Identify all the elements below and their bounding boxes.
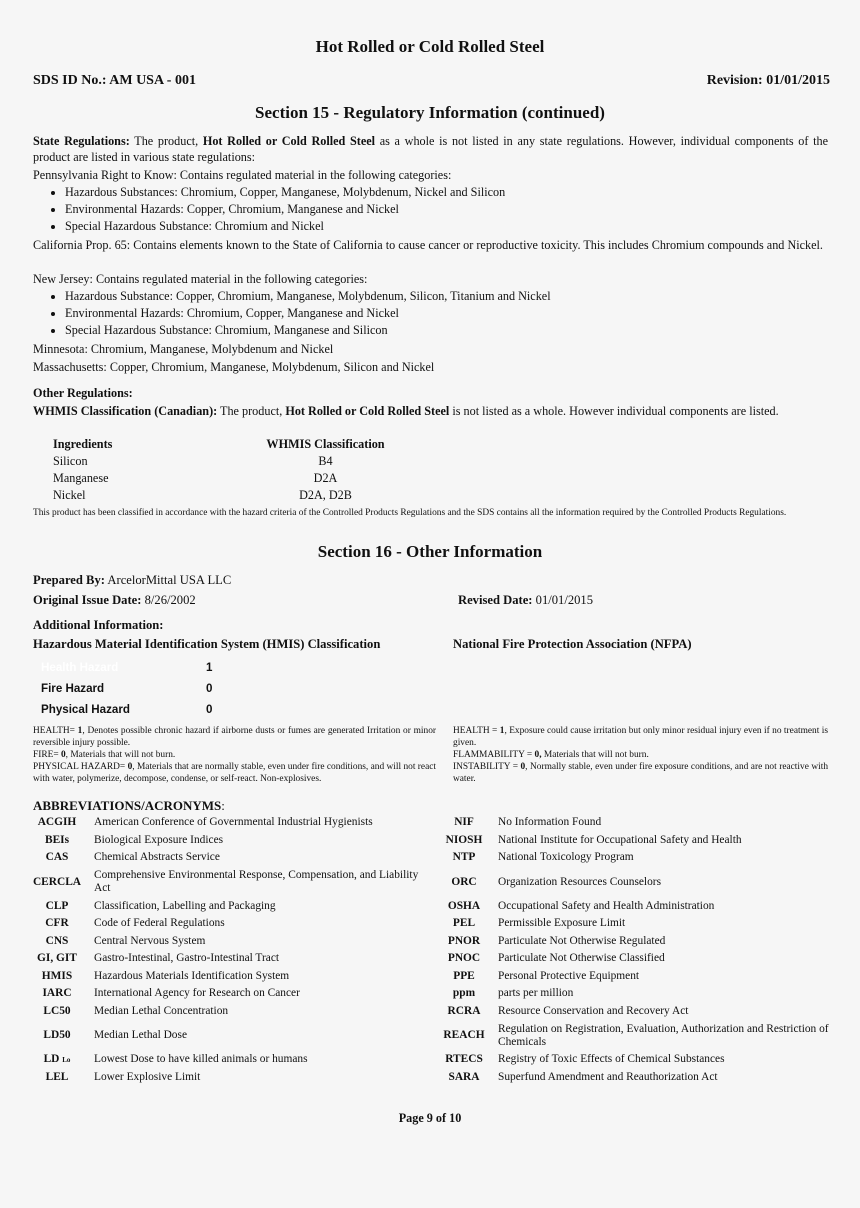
abbr-row xyxy=(438,1051,830,1069)
hmis-physical-label: Physical Hazard xyxy=(41,703,130,716)
abbr-row xyxy=(438,832,830,850)
hmis-notes xyxy=(33,725,436,785)
whmis-note: This product has been classified in accordance with the hazard criteria of the Controlled Products Regulations and the SDS contains all the information required by the Controlled Products Regulations. xyxy=(33,508,787,518)
abbr-definition: National Institute for Occupational Safety and Health xyxy=(498,833,742,846)
revised-date-value: 01/01/2015 xyxy=(532,593,594,607)
abbr-code: SARA xyxy=(448,1070,480,1083)
abbr-code: ORC xyxy=(451,875,477,888)
abbr-row xyxy=(438,933,830,951)
list-item: • Environmental Hazards: Chromium, Copper, Manganese and Nickel xyxy=(65,305,828,322)
additional-info-label: Additional Information: xyxy=(33,618,164,632)
abbr-row xyxy=(28,814,430,832)
abbr-definition: Classification, Labelling and Packaging xyxy=(94,899,276,912)
whmis-paragraph: WHMIS Classification (Canadian): The product, Hot Rolled or Cold Rolled Steel is not listed as a whole. However individual components are listed. xyxy=(33,404,779,418)
nj-intro: New Jersey: Contains regulated material in the following categories: xyxy=(33,272,368,286)
revision-date: Revision: 01/01/2015 xyxy=(706,73,830,88)
table-cell: Silicon xyxy=(53,454,88,468)
abbr-definition: Chemical Abstracts Service xyxy=(94,851,220,864)
abbr-code: REACH xyxy=(443,1029,485,1041)
abbr-code: ppm xyxy=(452,987,476,1000)
nj-list xyxy=(33,288,828,339)
abbr-code: CFR xyxy=(45,917,69,930)
abbr-code: HMIS xyxy=(41,969,73,982)
abbr-definition: Gastro-Intestinal, Gastro-Intestinal Tract xyxy=(94,952,280,965)
table-cell: Nickel xyxy=(53,488,86,502)
abbr-row xyxy=(28,1069,430,1087)
abbr-row xyxy=(28,849,430,867)
abbr-row xyxy=(28,898,430,916)
table-cell: D2A, D2B xyxy=(299,488,352,502)
massachusetts-text: Massachusetts: Copper, Chromium, Manganese, Molybdenum, Silicon and Nickel xyxy=(33,360,435,374)
abbr-row xyxy=(28,1020,430,1051)
abbr-definition: Resource Conservation and Recovery Act xyxy=(498,1004,689,1017)
abbr-definition: Particulate Not Otherwise Regulated xyxy=(498,934,666,947)
abbr-code: PNOC xyxy=(447,952,481,965)
hmis-heading: Hazardous Material Identification System (HMIS) Classification xyxy=(33,637,381,651)
section-15-title: Section 15 - Regulatory Information (continued) xyxy=(255,103,605,122)
list-item: • Hazardous Substance: Copper, Chromium, Manganese, Molybdenum, Silicon, Titanium and Nickel xyxy=(65,288,828,305)
revised-date xyxy=(458,592,593,609)
column-header: Ingredients xyxy=(53,437,113,451)
hmis-physical-note: PHYSICAL HAZARD= 0, Materials that are normally stable, even under fire conditions, and will not react with water, polymerize, decompose, condense, or self-react. Non-explosives. xyxy=(33,762,436,784)
table-row xyxy=(53,470,388,487)
abbr-row xyxy=(438,867,830,898)
list-item: • Special Hazardous Substance: Chromium, Manganese and Silicon xyxy=(65,322,828,339)
abbr-code: CNS xyxy=(45,934,69,947)
abbr-definition: Permissible Exposure Limit xyxy=(498,917,626,930)
hmis-fire-note: FIRE= 0, Materials that will not burn. xyxy=(33,750,176,760)
document-title: Hot Rolled or Cold Rolled Steel xyxy=(315,37,545,56)
abbr-code: GI, GIT xyxy=(37,952,77,965)
abbr-code: NIOSH xyxy=(445,833,483,846)
table-row xyxy=(53,453,388,470)
column-header: WHMIS Classification xyxy=(266,437,385,451)
abbr-definition: Organization Resources Counselors xyxy=(498,875,662,888)
abbr-definition: Median Lethal Concentration xyxy=(94,1004,229,1017)
abbr-code: CLP xyxy=(45,899,69,912)
abbr-definition: Particulate Not Otherwise Classified xyxy=(498,952,665,965)
list-item: • Environmental Hazards: Copper, Chromium, Manganese and Nickel xyxy=(65,201,828,218)
table-cell: D2A xyxy=(313,471,338,485)
hmis-physical-value: 0 xyxy=(206,703,213,716)
table-header-row xyxy=(53,436,388,453)
abbr-code: RCRA xyxy=(447,1004,481,1017)
abbr-row xyxy=(438,1020,830,1051)
abbr-code: BEIs xyxy=(44,833,70,846)
abbr-table-right xyxy=(438,814,830,1086)
abbr-row xyxy=(438,985,830,1003)
hmis-fire-row xyxy=(33,678,223,699)
abbr-code: ACGIH xyxy=(37,816,77,829)
abbr-row xyxy=(28,832,430,850)
abbr-definition: Central Nervous System xyxy=(94,934,206,947)
page-number: Page 9 of 10 xyxy=(398,1111,462,1125)
nfpa-instability-note: INSTABILITY = 0, Normally stable, even under fire exposure conditions, and are not reactive with water. xyxy=(453,762,829,784)
hmis-health-value: 1 xyxy=(206,661,213,674)
abbr-row xyxy=(438,1069,830,1087)
abbr-row xyxy=(438,915,830,933)
abbr-definition: No Information Found xyxy=(498,816,602,829)
abbr-definition: Hazardous Materials Identification System xyxy=(94,969,290,982)
abbr-definition: Code of Federal Regulations xyxy=(94,917,225,930)
hmis-physical-row xyxy=(33,699,223,720)
hmis-fire-label: Fire Hazard xyxy=(41,682,105,695)
abbr-code: RTECS xyxy=(445,1053,483,1066)
pa-list xyxy=(33,184,828,235)
abbr-code: CAS xyxy=(45,851,69,864)
abbr-row xyxy=(438,968,830,986)
prepared-by xyxy=(33,572,231,589)
pa-intro: Pennsylvania Right to Know: Contains regulated material in the following categories: xyxy=(33,168,452,182)
table-cell: Manganese xyxy=(53,471,109,485)
other-regulations-label: Other Regulations: xyxy=(33,386,133,400)
list-item: • Special Hazardous Substance: Chromium and Nickel xyxy=(65,218,828,235)
original-issue-value: 8/26/2002 xyxy=(141,593,196,607)
nfpa-heading: National Fire Protection Association (NFPA) xyxy=(453,637,692,651)
abbr-definition: Biological Exposure Indices xyxy=(94,833,224,846)
abbr-row xyxy=(438,950,830,968)
abbr-definition: Personal Protective Equipment xyxy=(498,969,640,982)
abbr-table-left xyxy=(28,814,430,1086)
original-issue-label: Original Issue Date: xyxy=(33,593,142,607)
product-name: Hot Rolled or Cold Rolled Steel xyxy=(202,134,376,148)
nfpa-health-note: HEALTH = 1, Exposure could cause irritation but only minor residual injury even if no treatment is given. xyxy=(453,726,828,748)
abbr-definition: Superfund Amendment and Reauthorization Act xyxy=(498,1070,718,1083)
table-row xyxy=(53,487,388,504)
abbr-row xyxy=(438,898,830,916)
whmis-label: WHMIS Classification (Canadian): xyxy=(33,404,218,418)
abbr-definition: Comprehensive Environmental Response, Compensation, and Liability Act xyxy=(94,869,419,894)
abbr-code: PNOR xyxy=(447,934,481,947)
abbr-row xyxy=(28,867,430,898)
abbr-row xyxy=(28,1003,430,1021)
state-regulations-paragraph: State Regulations: The product, Hot Rolled or Cold Rolled Steel as a whole is not listed in any state regulations. However, individual components of the product are listed in various state regulations: xyxy=(33,134,828,164)
whmis-table xyxy=(53,436,388,504)
prepared-by-value: ArcelorMittal USA LLC xyxy=(104,573,232,587)
abbr-row xyxy=(28,950,430,968)
revised-date-label: Revised Date: xyxy=(458,593,533,607)
abbr-code: NTP xyxy=(452,851,476,864)
abbr-code: LC50 xyxy=(43,1004,71,1017)
abbr-code: IARC xyxy=(42,987,72,1000)
abbr-code: CERCLA xyxy=(32,875,82,888)
state-regulations-label: State Regulations: xyxy=(33,134,130,148)
abbr-code: LD50 xyxy=(43,1029,71,1041)
hmis-health-row xyxy=(33,657,223,678)
abbr-row xyxy=(28,933,430,951)
abbr-row xyxy=(28,968,430,986)
abbr-definition: Occupational Safety and Health Administration xyxy=(498,899,715,912)
abbr-code: LEL xyxy=(45,1070,69,1083)
abbr-row xyxy=(438,1003,830,1021)
prepared-by-label: Prepared By: xyxy=(33,573,105,587)
abbr-code: PEL xyxy=(452,917,476,930)
abbr-definition: Median Lethal Dose xyxy=(94,1029,187,1041)
abbr-code: OSHA xyxy=(447,899,481,912)
table-cell: B4 xyxy=(318,454,333,468)
abbr-definition: National Toxicology Program xyxy=(498,851,634,864)
nfpa-notes xyxy=(453,725,828,785)
abbr-definition: Lower Explosive Limit xyxy=(94,1070,201,1083)
abbr-definition: Registry of Toxic Effects of Chemical Substances xyxy=(498,1053,725,1066)
california-prop65: California Prop. 65: Contains elements known to the State of California to cause cancer or reproductive toxicity. This includes Chromium compounds and Nickel. xyxy=(33,238,823,252)
abbr-row xyxy=(28,915,430,933)
sds-id: SDS ID No.: AM USA - 001 xyxy=(33,73,196,88)
hmis-health-label: Health Hazard xyxy=(41,661,119,674)
abbr-row xyxy=(28,1051,430,1069)
hmis-fire-value: 0 xyxy=(206,682,213,695)
abbr-row xyxy=(438,849,830,867)
list-item: • Hazardous Substances: Chromium, Copper, Manganese, Molybdenum, Nickel and Silicon xyxy=(65,184,828,201)
abbr-heading: ABBREVIATIONS/ACRONYMS: xyxy=(33,798,225,813)
abbr-definition: Lowest Dose to have killed animals or humans xyxy=(94,1053,308,1066)
abbr-definition: International Agency for Research on Cancer xyxy=(94,987,300,1000)
abbr-definition: Regulation on Registration, Evaluation, Authorization and Restriction of Chemicals xyxy=(498,1022,829,1048)
abbr-row xyxy=(28,985,430,1003)
abbr-code: LD Lo xyxy=(43,1052,71,1065)
hmis-health-note: HEALTH= 1, Denotes possible chronic hazard if airborne dusts or fumes are generated Irritation or minor reversible injury possible. xyxy=(33,726,437,748)
abbr-definition: parts per million xyxy=(498,987,574,1000)
abbr-code: PPE xyxy=(453,969,475,982)
section-16-title: Section 16 - Other Information xyxy=(317,542,543,561)
abbr-row xyxy=(438,814,830,832)
abbr-definition: American Conference of Governmental Industrial Hygienists xyxy=(94,816,373,829)
minnesota-text: Minnesota: Chromium, Manganese, Molybdenum and Nickel xyxy=(33,342,334,356)
abbr-code: NIF xyxy=(454,816,474,829)
nfpa-flammability-note: FLAMMABILITY = 0, Materials that will not burn. xyxy=(453,750,649,760)
product-name: Hot Rolled or Cold Rolled Steel xyxy=(285,404,450,418)
original-issue-date xyxy=(33,592,196,609)
